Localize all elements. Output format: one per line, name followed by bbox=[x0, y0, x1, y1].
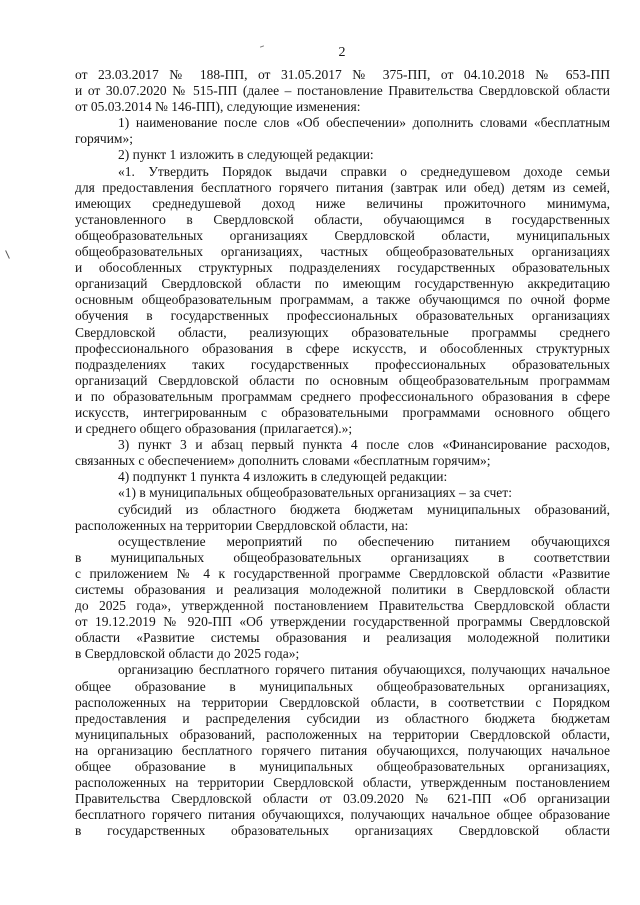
page-number: 2 bbox=[338, 45, 346, 60]
text-line: установленного в Свердловской области, обучающимся в государственных bbox=[75, 211, 610, 227]
text-line: общеобразовательных организациях Свердловской области, муниципальных bbox=[75, 227, 610, 243]
text-line: системы образования и реализация молодежной политики в Свердловской области bbox=[75, 582, 610, 597]
paragraph bbox=[75, 67, 610, 115]
paragraph bbox=[75, 662, 610, 839]
text-line: для предоставления бесплатного горячего питания (завтрак или обед) детям из семей, bbox=[75, 179, 610, 195]
paragraph bbox=[75, 534, 610, 663]
text-line: 3) пункт 3 и абзац первый пункта 4 после слов «Финансирование расходов, bbox=[118, 437, 610, 453]
paragraph bbox=[75, 469, 610, 485]
paragraph bbox=[75, 115, 610, 147]
text-line: предоставления и распределения субсидии из областного бюджета бюджетам bbox=[75, 710, 610, 726]
text-line: общее образование в муниципальных общеобразовательных организациях, bbox=[75, 678, 610, 694]
text-line: расположенных на территории Свердловской области, утвержденным постановлением bbox=[75, 775, 610, 791]
text-line: субсидий из областного бюджета бюджетам муниципальных образований, bbox=[118, 501, 610, 517]
paragraph bbox=[75, 437, 610, 469]
text-line: до 2025 года», утвержденной постановлением Правительства Свердловской области bbox=[75, 598, 610, 614]
text-line: осуществление мероприятий по обеспечению питанием обучающихся bbox=[118, 533, 610, 549]
text-line: от 05.03.2014 № 146-ПП), следующие изменения: bbox=[75, 99, 361, 115]
text-line: от 23.03.2017 № 188-ПП, от 31.05.2017 № 375-ПП, от 04.10.2018 № 653-ПП bbox=[75, 67, 610, 82]
paragraph bbox=[75, 502, 610, 534]
text-line: с приложением № 4 к государственной программе Свердловской области «Развитие bbox=[75, 565, 610, 581]
text-line: и среднего общего образования (прилагается).»; bbox=[75, 421, 353, 437]
text-line: в государственных образовательных организациях Свердловской области bbox=[75, 823, 610, 839]
text-line: 2) пункт 1 изложить в следующей редакции: bbox=[118, 147, 374, 163]
text-line: расположенных на территории Свердловской области, на: bbox=[75, 517, 409, 533]
text-line: Правительства Свердловской области от 03.09.2020 № 621-ПП «Об организации bbox=[75, 791, 610, 807]
text-line: расположенных на территории Свердловской области, в соответствии с Порядком bbox=[75, 694, 610, 710]
text-line: муниципальных образований, расположенных на территории Свердловской области, bbox=[75, 726, 610, 742]
text-line: Свердловской области, реализующих образовательные программы среднего bbox=[75, 324, 610, 340]
text-line: подразделениях таких государственных профессиональных образовательных bbox=[75, 356, 610, 372]
text-line: и от 30.07.2020 № 515-ПП (далее – постановление Правительства Свердловской области bbox=[75, 83, 610, 99]
text-line: от 19.12.2019 № 920-ПП «Об утверждении государственной программы Свердловской bbox=[75, 614, 610, 630]
text-line: 1) наименование после слов «Об обеспечении» дополнить словами «бесплатным bbox=[118, 115, 610, 131]
text-line: «1. Утвердить Порядок выдачи справки о среднедушевом доходе семьи bbox=[118, 163, 610, 179]
text-line: горячим»; bbox=[75, 131, 133, 147]
text-line: «1) в муниципальных общеобразовательных организациях – за счет: bbox=[118, 485, 512, 501]
text-line: на организацию бесплатного горячего питания обучающихся, получающих начальное bbox=[75, 742, 610, 758]
text-line: и по образовательным программам среднего профессионального образования в сфере bbox=[75, 388, 610, 404]
text-line: имеющих среднедушевой доход ниже величины прожиточного минимума, bbox=[75, 195, 610, 211]
paragraph bbox=[75, 147, 610, 163]
text-line: профессионального образования в сфере искусств, и обособленных структурных bbox=[75, 340, 610, 356]
text-line: обучения в государственных профессиональных образовательных организациях bbox=[75, 308, 610, 324]
text-line: общее образование в муниципальных общеобразовательных организациях, bbox=[75, 759, 610, 775]
text-line: общеобразовательных организациях, частных общеобразовательных организациях bbox=[75, 244, 610, 260]
text-line: организаций Свердловской области по имеющим государственную аккредитацию bbox=[75, 276, 610, 292]
text-line: в Свердловской области до 2025 года»; bbox=[75, 646, 300, 662]
text-line: и обособленных структурных подразделениях государственных образовательных bbox=[75, 260, 610, 276]
text-line: области «Развитие системы образования и реализация молодежной политики bbox=[75, 630, 610, 646]
paragraph bbox=[75, 164, 610, 438]
text-line: бесплатного горячего питания обучающихся, получающих начальное общее образование bbox=[75, 807, 610, 823]
text-line: в муниципальных общеобразовательных организациях в соответствии bbox=[75, 549, 610, 565]
text-line: организаций Свердловской области по основным общеобразовательным программам bbox=[75, 372, 610, 388]
scan-speck bbox=[5, 250, 10, 259]
document-body bbox=[75, 67, 610, 840]
text-line: организацию бесплатного горячего питания обучающихся, получающих начальное bbox=[118, 662, 610, 678]
text-line: связанных с обеспечением» дополнить словами «бесплатным горячим»; bbox=[75, 453, 491, 469]
scan-speck bbox=[260, 45, 264, 47]
text-line: основным общеобразовательным программам, а также обучающимся по очной форме bbox=[75, 292, 610, 308]
text-line: искусств, интегрированным с образовательными программами основного общего bbox=[75, 404, 610, 420]
text-line: 4) подпункт 1 пункта 4 изложить в следующей редакции: bbox=[118, 469, 448, 485]
paragraph bbox=[75, 485, 610, 501]
